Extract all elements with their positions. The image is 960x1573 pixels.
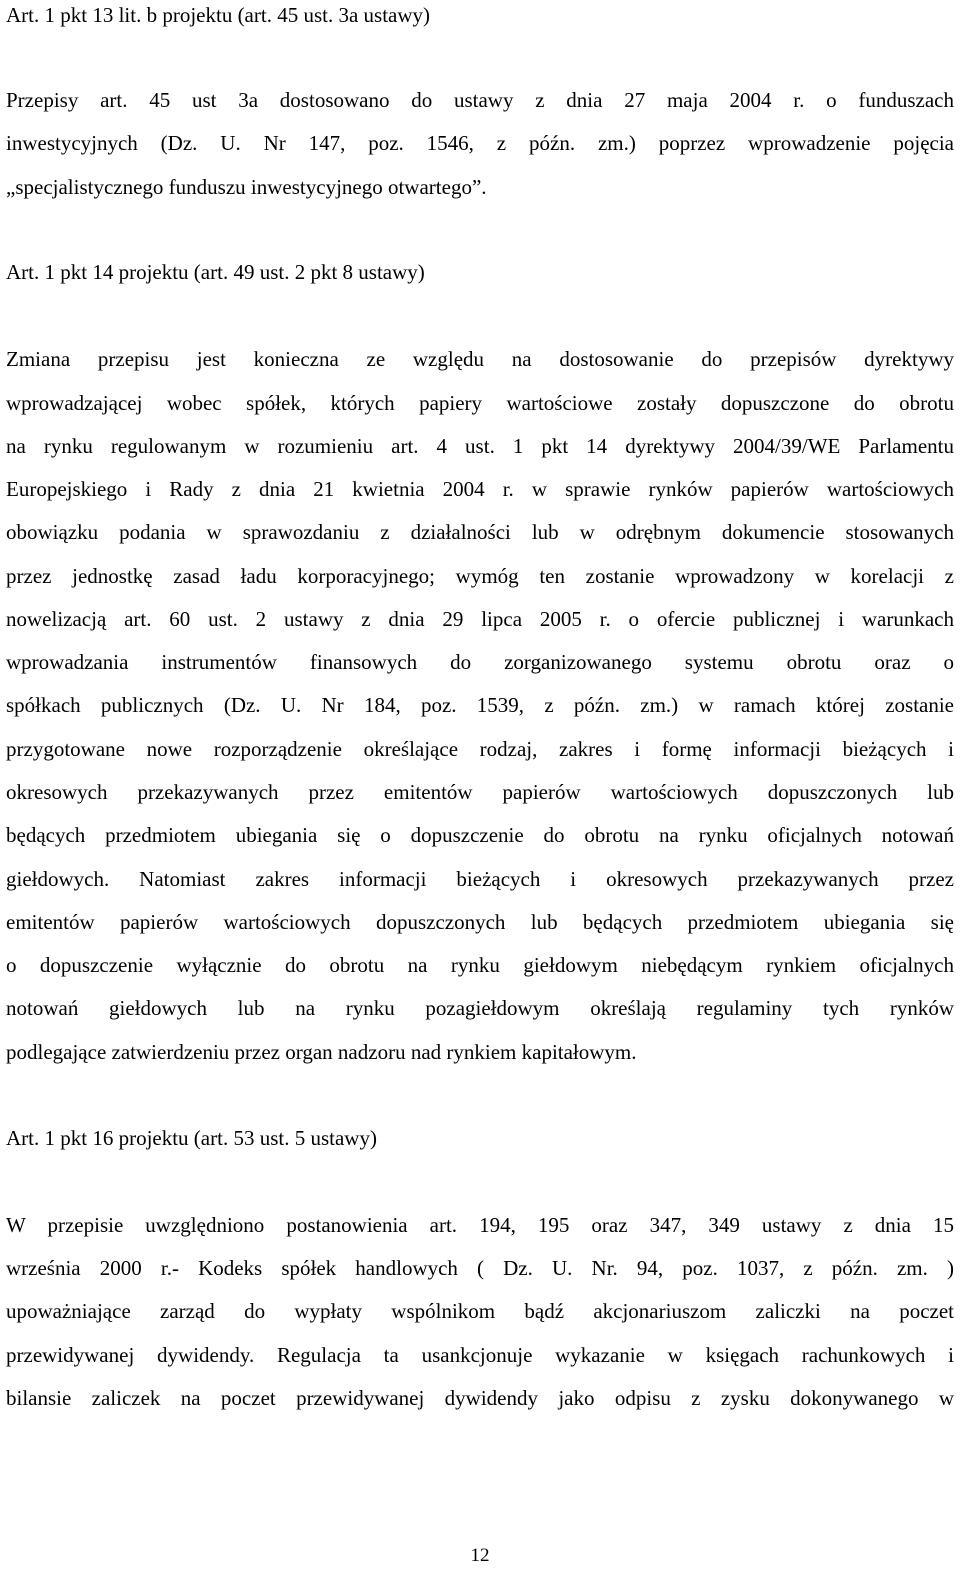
paragraph-line: spółkach publicznych (Dz. U. Nr 184, poz. 1539, z późn. zm.) w ramach której zostanie [6,693,954,717]
paragraph-line: podlegające zatwierdzeniu przez organ nadzoru nad rynkiem kapitałowym. [6,1040,637,1064]
paragraph-line: bilansie zaliczek na poczet przewidywanej dywidendy jako odpisu z zysku dokonywanego w [6,1386,954,1410]
paragraph-line: obowiązku podania w sprawozdaniu z działalności lub w odrębnym dokumencie stosowanych [6,520,954,544]
page-number: 12 [470,1545,490,1566]
paragraph-line: emitentów papierów wartościowych dopuszczonych lub będących przedmiotem ubiegania się [6,910,954,934]
paragraph-line: przygotowane nowe rozporządzenie określające rodzaj, zakres i formę informacji bieżących i [6,737,954,761]
paragraph-line: wprowadzającej wobec spółek, których papiery wartościowe zostały dopuszczone do obrotu [6,391,954,415]
paragraph-line: przez jednostkę zasad ładu korporacyjnego; wymóg ten zostanie wprowadzony w korelacji z [6,564,954,588]
paragraph-line: będących przedmiotem ubiegania się o dopuszczenie do obrotu na rynku oficjalnych notowań [6,823,954,847]
paragraph-line: o dopuszczenie wyłącznie do obrotu na rynku giełdowym niebędącym rynkiem oficjalnych [6,953,954,977]
paragraph-line: przewidywanej dywidendy. Regulacja ta usankcjonuje wykazanie w księgach rachunkowych i [6,1343,954,1367]
paragraph-line: Europejskiego i Rady z dnia 21 kwietnia 2004 r. w sprawie rynków papierów wartościowych [6,477,954,501]
paragraph-line: Zmiana przepisu jest konieczna ze względu na dostosowanie do przepisów dyrektywy [6,347,954,371]
paragraph-line: inwestycyjnych (Dz. U. Nr 147, poz. 1546, z późn. zm.) poprzez wprowadzenie pojęcia [6,131,954,155]
paragraph-line: na rynku regulowanym w rozumieniu art. 4 ust. 1 pkt 14 dyrektywy 2004/39/WE Parlamentu [6,434,954,458]
section-heading: Art. 1 pkt 16 projektu (art. 53 ust. 5 ustawy) [6,1126,377,1150]
paragraph-line: Przepisy art. 45 ust 3a dostosowano do ustawy z dnia 27 maja 2004 r. o funduszach [6,88,954,112]
section-heading: Art. 1 pkt 14 projektu (art. 49 ust. 2 pkt 8 ustawy) [6,260,425,284]
section-heading: Art. 1 pkt 13 lit. b projektu (art. 45 ust. 3a ustawy) [6,3,431,27]
paragraph-line: września 2000 r.- Kodeks spółek handlowych ( Dz. U. Nr. 94, poz. 1037, z późn. zm. ) [6,1256,954,1280]
paragraph-line: wprowadzania instrumentów finansowych do zorganizowanego systemu obrotu oraz o [6,650,954,674]
paragraph-line: nowelizacją art. 60 ust. 2 ustawy z dnia 29 lipca 2005 r. o ofercie publicznej i warunkach [6,607,954,631]
paragraph-line: „specjalistycznego funduszu inwestycyjnego otwartego”. [6,175,487,199]
paragraph-line: upoważniające zarząd do wypłaty wspólnikom bądź akcjonariuszom zaliczki na poczet [6,1299,954,1323]
paragraph-line: notowań giełdowych lub na rynku pozagiełdowym określają regulaminy tych rynków [6,996,954,1020]
paragraph-line: W przepisie uwzględniono postanowienia art. 194, 195 oraz 347, 349 ustawy z dnia 15 [6,1213,954,1237]
paragraph-line: okresowych przekazywanych przez emitentów papierów wartościowych dopuszczonych lub [6,780,954,804]
paragraph-line: giełdowych. Natomiast zakres informacji bieżących i okresowych przekazywanych przez [6,867,954,891]
